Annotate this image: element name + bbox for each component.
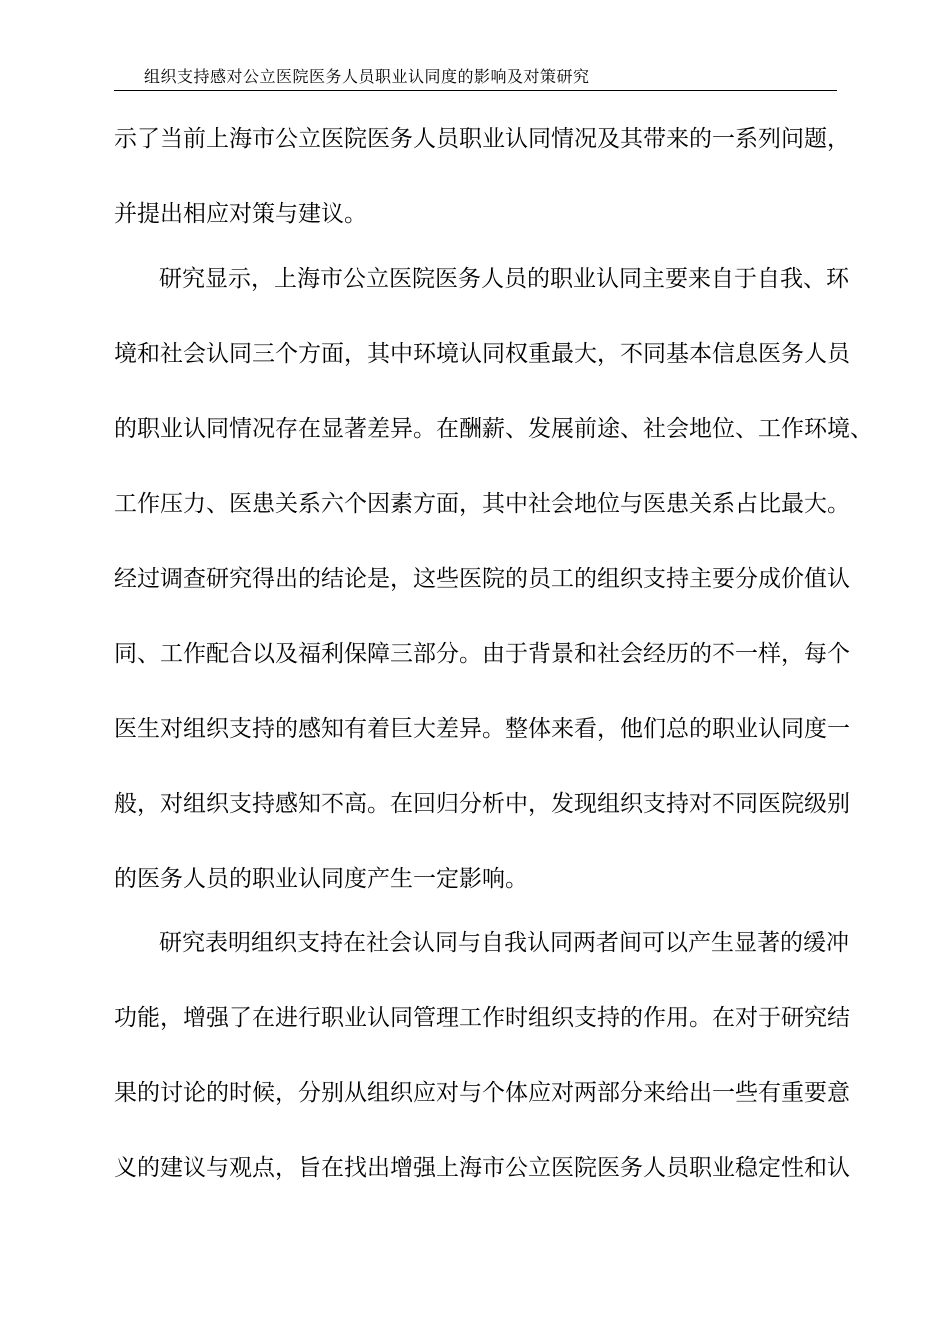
running-header <box>114 64 837 91</box>
paragraph-first-line: 研究显示，上海市公立医院医务人员的职业认同主要来自于自我、环 <box>159 266 849 292</box>
body-line: 医生对组织支持的感知有着巨大差异。整体来看，他们总的职业认同度一 <box>114 716 850 742</box>
body-line: 的职业认同情况存在显著差异。在酬薪、发展前途、社会地位、工作环境、 <box>114 416 873 442</box>
body-line: 示了当前上海市公立医院医务人员职业认同情况及其带来的一系列问题， <box>114 126 850 152</box>
paragraph-first-line: 研究表明组织支持在社会认同与自我认同两者间可以产生显著的缓冲 <box>159 930 849 956</box>
body-line: 般，对组织支持感知不高。在回归分析中，发现组织支持对不同医院级别 <box>114 791 850 817</box>
body-line: 果的讨论的时候，分别从组织应对与个体应对两部分来给出一些有重要意 <box>114 1080 850 1106</box>
body-line: 功能，增强了在进行职业认同管理工作时组织支持的作用。在对于研究结 <box>114 1005 850 1031</box>
body-line: 同、工作配合以及福利保障三部分。由于背景和社会经历的不一样，每个 <box>114 641 850 667</box>
body-line: 义的建议与观点，旨在找出增强上海市公立医院医务人员职业稳定性和认 <box>114 1155 850 1181</box>
body-line: 经过调查研究得出的结论是，这些医院的员工的组织支持主要分成价值认 <box>114 566 850 592</box>
header-title: 组织支持感对公立医院医务人员职业认同度的影响及对策研究 <box>144 67 590 86</box>
body-line: 的医务人员的职业认同度产生一定影响。 <box>114 866 528 892</box>
body-line: 境和社会认同三个方面，其中环境认同权重最大，不同基本信息医务人员 <box>114 341 850 367</box>
body-line: 工作压力、医患关系六个因素方面，其中社会地位与医患关系占比最大。 <box>114 491 850 517</box>
body-line: 并提出相应对策与建议。 <box>114 201 367 227</box>
